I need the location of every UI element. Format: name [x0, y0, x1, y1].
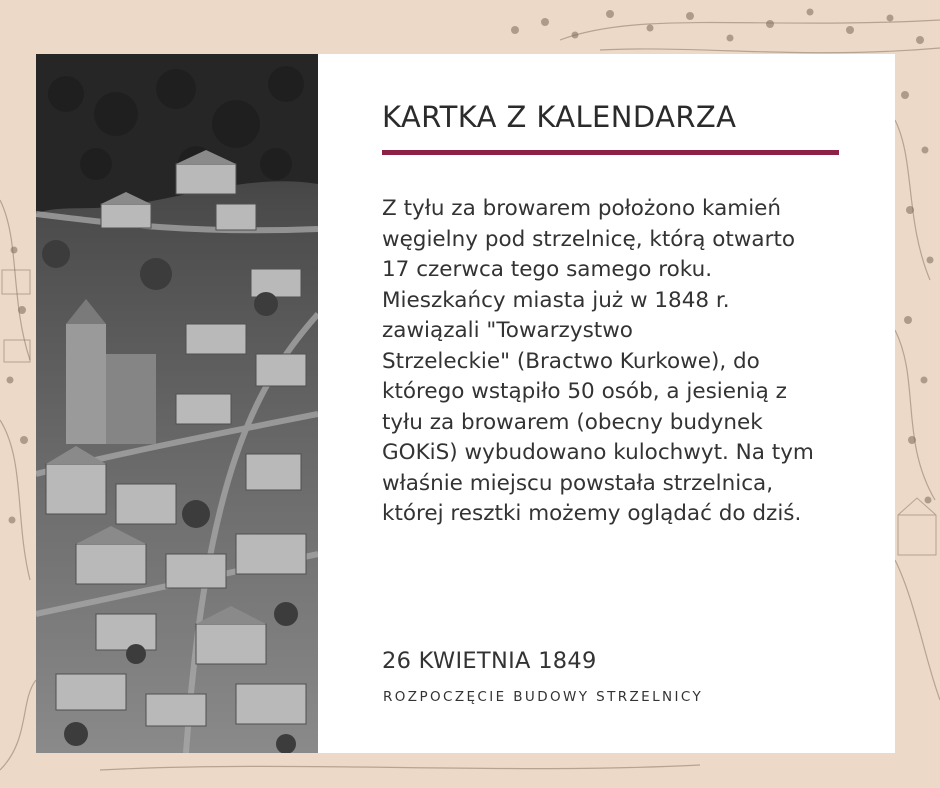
body-line: Strzeleckie" (Bractwo Kurkowe), do [382, 348, 760, 374]
body-line: której resztki możemy oglądać do dziś. [382, 501, 802, 526]
calendar-card [36, 54, 895, 753]
body-line: którego wstąpiło 50 osób, a jesienią z [382, 379, 787, 404]
body-line: tyłu za browarem (obecny budynek [382, 409, 763, 435]
body-paragraph [382, 194, 860, 530]
body-line: zawiązali "Towarzystwo [382, 318, 633, 343]
historic-aerial-photo [36, 54, 318, 753]
body-line: właśnie miejscu powstała strzelnica, [382, 470, 774, 496]
event-subtitle: ROZPOCZĘCIE BUDOWY STRZELNICY [383, 689, 704, 705]
body-line: 17 czerwca tego samego roku. [382, 257, 713, 282]
body-line: Z tyłu za browarem położono kamień [382, 196, 782, 221]
card-title: KARTKA Z KALENDARZA [382, 100, 737, 134]
body-line: węgielny pod strzelnicę, którą otwarto [382, 226, 796, 252]
title-underline-rule [382, 150, 839, 155]
body-line: Mieszkańcy miasta już w 1848 r. [382, 287, 730, 313]
text-panel [382, 54, 862, 753]
body-line: GOKiS) wybudowano kulochwyt. Na tym [382, 440, 814, 465]
event-date: 26 KWIETNIA 1849 [382, 648, 597, 674]
